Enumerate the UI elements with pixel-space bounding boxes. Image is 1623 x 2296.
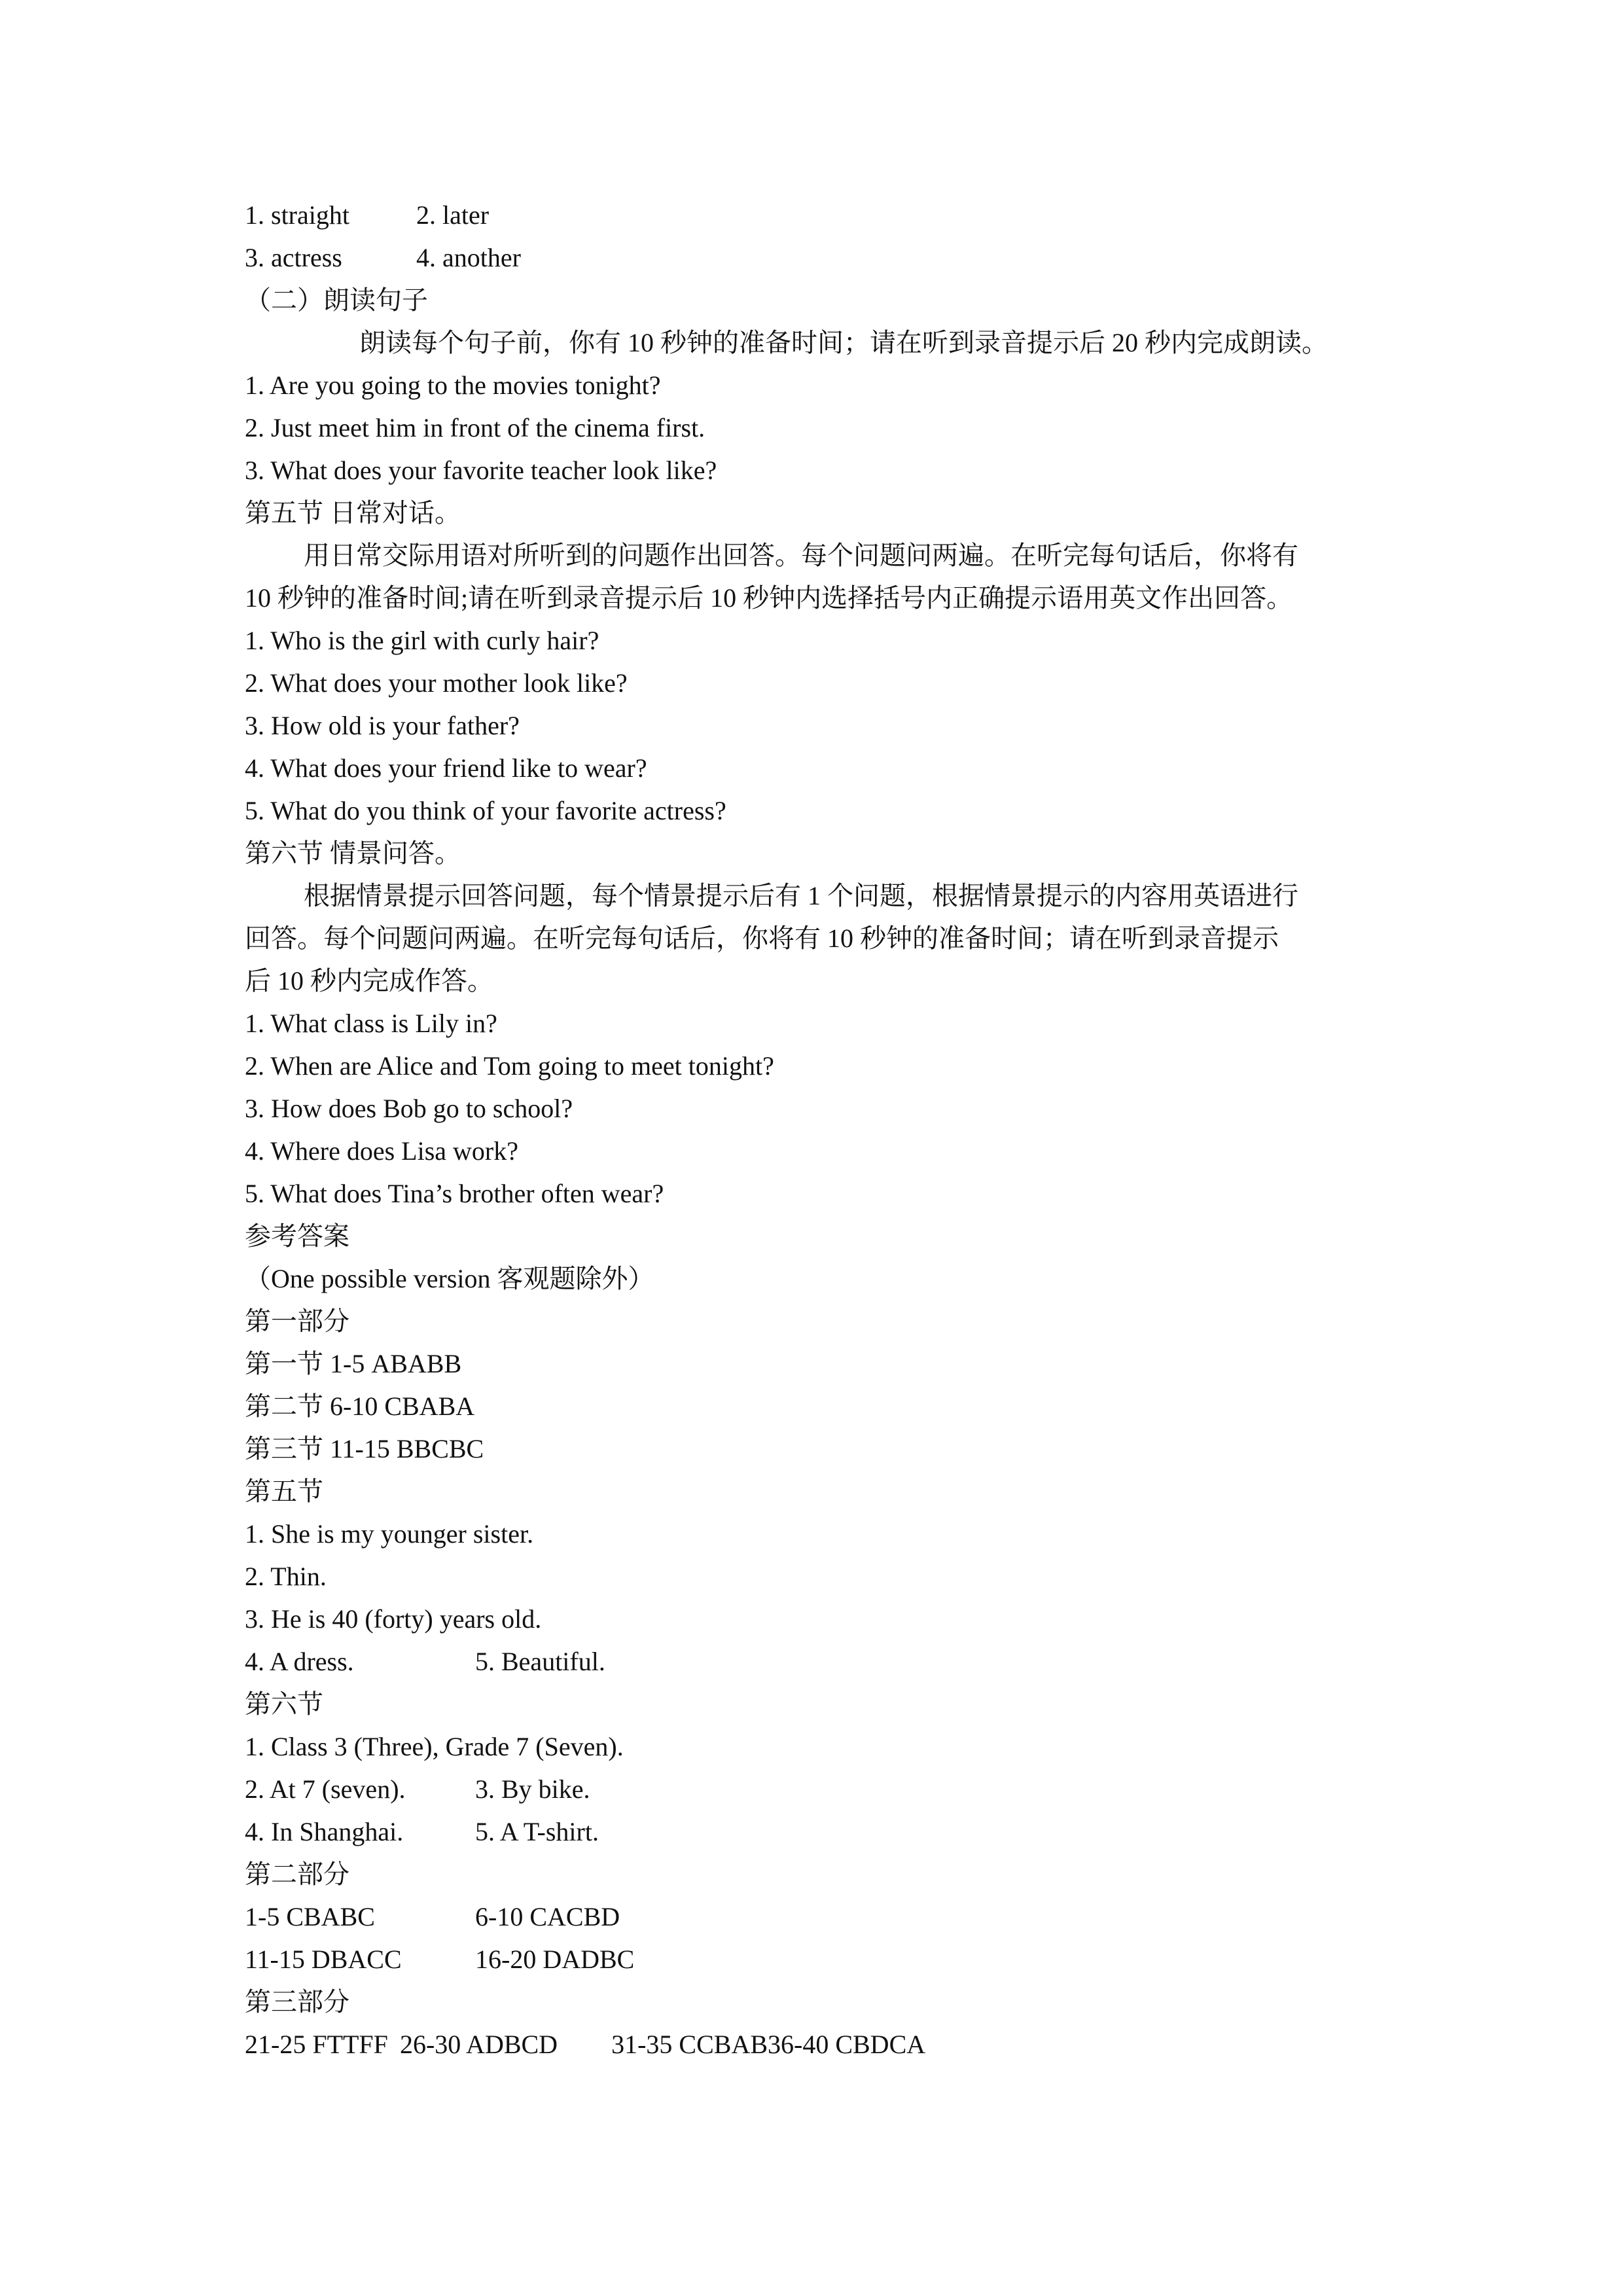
answer-pair xyxy=(245,1810,1383,1853)
answer-pair xyxy=(245,1640,1383,1683)
answer-item: 31-35 CCBAB36-40 CBDCA xyxy=(611,2030,926,2059)
part1-heading: 第一部分 xyxy=(245,1306,349,1336)
section6-question: 2. When are Alice and Tom going to meet tonight? xyxy=(245,1051,774,1081)
part3-heading: 第三部分 xyxy=(245,1987,349,2017)
answer-item: 1-5 CBABC xyxy=(245,1902,375,1931)
section5-question: 5. What do you think of your favorite actress? xyxy=(245,796,726,825)
reading-sentence: 3. What does your favorite teacher look like? xyxy=(245,456,717,485)
vocab-row xyxy=(245,236,1383,279)
section6-instruction: 回答。每个问题问两遍。在听完每句话后，你将有 10 秒钟的准备时间；请在听到录音提示 xyxy=(245,924,1279,953)
answer-item: 16-20 DADBC xyxy=(475,1945,635,1974)
section5-instruction: 用日常交际用语对所听到的问题作出回答。每个问题问两遍。在听完每句话后，你将有 xyxy=(304,541,1298,570)
answers-s5-heading: 第五节 xyxy=(245,1477,323,1506)
answer-pair xyxy=(245,1895,1383,1938)
section6-question: 4. Where does Lisa work? xyxy=(245,1136,519,1166)
answer-line: 第二节 6-10 CBABA xyxy=(245,1391,475,1421)
vocab-item: 2. later xyxy=(416,200,490,230)
section5-question: 2. What does your mother look like? xyxy=(245,668,628,698)
answer-line: 1. Class 3 (Three), Grade 7 (Seven). xyxy=(245,1732,624,1761)
section6-question: 1. What class is Lily in? xyxy=(245,1009,497,1038)
answer-item: 26-30 ADBCD xyxy=(399,2030,558,2059)
section6-question: 5. What does Tina’s brother often wear? xyxy=(245,1179,664,1208)
answer-line xyxy=(245,2023,1383,2066)
document-page xyxy=(245,194,1383,2066)
answer-pair xyxy=(245,1938,1383,1981)
answer-item: 4. In Shanghai. xyxy=(245,1817,404,1846)
reading-sentence: 2. Just meet him in front of the cinema first. xyxy=(245,413,705,442)
answer-line: 第一节 1-5 ABABB xyxy=(245,1349,462,1378)
section5-instruction: 10 秒钟的准备时间;请在听到录音提示后 10 秒钟内选择括号内正确提示语用英文作出回答。 xyxy=(245,583,1293,613)
answer-item: 6-10 CACBD xyxy=(475,1902,620,1931)
answer-item: 4. A dress. xyxy=(245,1647,354,1676)
answer-line: 第三节 11-15 BBCBC xyxy=(245,1434,484,1463)
reading-sentence: 1. Are you going to the movies tonight? xyxy=(245,370,661,400)
answer-line: 1. She is my younger sister. xyxy=(245,1519,534,1549)
answer-item: 11-15 DBACC xyxy=(245,1945,402,1974)
answer-item: 5. A T-shirt. xyxy=(475,1817,599,1846)
section6-instruction: 根据情景提示回答问题，每个情景提示后有 1 个问题，根据情景提示的内容用英语进行 xyxy=(304,881,1298,910)
vocab-item: 3. actress xyxy=(245,243,342,272)
section6-question: 3. How does Bob go to school? xyxy=(245,1094,573,1123)
reading-instruction: 朗读每个句子前，你有 10 秒钟的准备时间；请在听到录音提示后 20 秒内完成朗读。 xyxy=(359,328,1328,357)
section5-question: 1. Who is the girl with curly hair? xyxy=(245,626,599,655)
section5-question: 4. What does your friend like to wear? xyxy=(245,753,647,783)
answer-item: 21-25 FTTFF xyxy=(245,2030,388,2059)
answer-line: 3. He is 40 (forty) years old. xyxy=(245,1604,542,1634)
answer-line: 2. Thin. xyxy=(245,1562,327,1591)
answer-item: 3. By bike. xyxy=(475,1774,590,1804)
section5-heading: 第五节 日常对话。 xyxy=(245,498,461,528)
answers-heading: 参考答案 xyxy=(245,1221,349,1251)
answer-pair xyxy=(245,1768,1383,1810)
section6-heading: 第六节 情景问答。 xyxy=(245,838,461,868)
vocab-item: 4. another xyxy=(416,243,521,272)
section6-instruction: 后 10 秒内完成作答。 xyxy=(245,966,493,996)
reading-heading: （二）朗读句子 xyxy=(245,285,428,315)
part2-heading: 第二部分 xyxy=(245,1859,349,1889)
answer-item: 5. Beautiful. xyxy=(475,1647,605,1676)
answers-note: （One possible version 客观题除外） xyxy=(245,1264,654,1293)
answer-item: 2. At 7 (seven). xyxy=(245,1774,406,1804)
section5-question: 3. How old is your father? xyxy=(245,711,520,740)
vocab-row xyxy=(245,194,1383,236)
vocab-item: 1. straight xyxy=(245,200,349,230)
answers-s6-heading: 第六节 xyxy=(245,1689,323,1719)
